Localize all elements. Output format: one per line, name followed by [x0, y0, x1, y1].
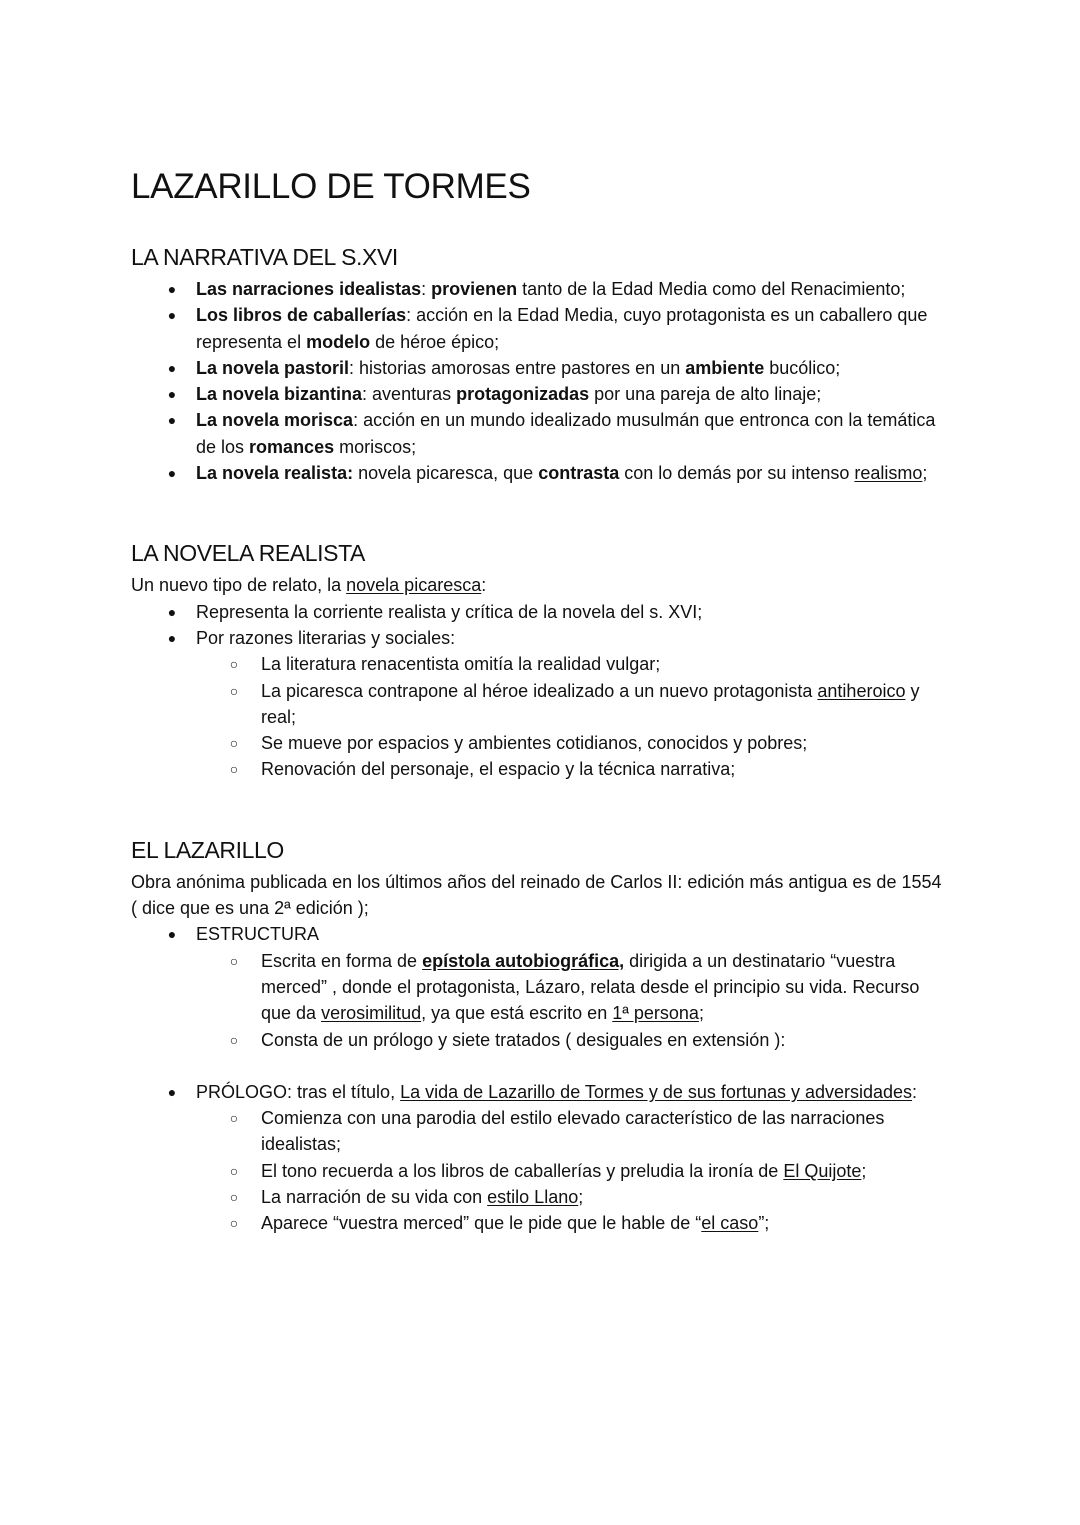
- hollow-bullet-icon: ○: [229, 761, 239, 778]
- underlined-term: el caso: [701, 1213, 759, 1234]
- bold-term: Las narraciones idealistas: [196, 279, 422, 299]
- sub-list-item: [229, 1027, 951, 1053]
- text: : acción en la Edad Media, cuyo protagonista es un caballero que representa el: [196, 305, 928, 352]
- bold-term: romances: [249, 436, 335, 457]
- text: :: [912, 1081, 918, 1102]
- sub-list-item: [229, 678, 951, 731]
- sub-list-item: [229, 756, 951, 782]
- list-item: [167, 302, 951, 355]
- text: ;: [578, 1187, 584, 1208]
- text: Consta de un prólogo y siete tratados ( desiguales en extensión ):: [261, 1029, 786, 1050]
- document-title: LAZARILLO DE TORMES: [131, 167, 531, 206]
- prologo-list: [131, 1079, 951, 1237]
- text: dirigida a un destinatario “vuestra merced” , donde el protagonista, Lázaro, relata desde el principio su vida. Recurso que da: [261, 950, 920, 1024]
- text: : acción en un mundo idealizado musulmán que entronca con la temática de los: [196, 410, 936, 457]
- text: La narración de su vida con: [261, 1187, 488, 1208]
- text: :: [481, 575, 487, 596]
- bold-term: La novela bizantina: [196, 384, 363, 405]
- text: Un nuevo tipo de relato, la: [131, 575, 347, 596]
- sub-list-item: [229, 1105, 951, 1158]
- spacer: [131, 783, 951, 835]
- narrativa-list: [131, 276, 951, 486]
- hollow-bullet-icon: ○: [229, 1215, 239, 1232]
- bold-term: Los libros de caballerías: [196, 305, 407, 326]
- bold-term: modelo: [306, 331, 371, 352]
- spacer: [131, 1053, 951, 1079]
- text: con lo demás por su intenso: [619, 463, 855, 484]
- hollow-bullet-icon: ○: [229, 1162, 239, 1179]
- bold-term: La novela morisca: [196, 410, 354, 431]
- bold-term: contrasta: [538, 463, 620, 484]
- bullet-icon: ●: [167, 412, 177, 429]
- text: Representa la corriente realista y crítica de la novela del s. XVI;: [196, 601, 703, 622]
- bold-term: ambiente: [685, 357, 765, 378]
- list-item: [167, 625, 951, 783]
- bullet-icon: ●: [167, 629, 177, 646]
- sub-list: [196, 1105, 951, 1236]
- text: Por razones literarias y sociales:: [196, 627, 456, 648]
- underlined-term: estilo Llano: [487, 1187, 579, 1208]
- text: tanto de la Edad Media como del Renacimiento;: [517, 279, 906, 299]
- section-heading-el-lazarillo: EL LAZARILLO: [131, 836, 284, 863]
- sub-list-item: [229, 1210, 951, 1236]
- text: ;: [922, 463, 928, 484]
- text: de héroe épico;: [370, 331, 500, 352]
- sub-list-item: [229, 1158, 951, 1184]
- bullet-icon: ●: [167, 926, 177, 943]
- underlined-term: 1ª persona: [612, 1003, 699, 1024]
- text: Renovación del personaje, el espacio y la técnica narrativa;: [261, 759, 736, 780]
- section-heading-novela-realista: LA NOVELA REALISTA: [131, 540, 365, 567]
- underlined-term: realismo: [854, 463, 923, 484]
- text: y real;: [261, 680, 920, 727]
- hollow-bullet-icon: ○: [229, 682, 239, 699]
- sub-list-item: [229, 651, 951, 677]
- underlined-term: La vida de Lazarillo de Tormes y de sus fortunas y adversidades: [400, 1081, 913, 1102]
- bullet-icon: ●: [167, 307, 177, 324]
- text: ;: [698, 1003, 704, 1024]
- text: por una pareja de alto linaje;: [589, 384, 822, 405]
- text: bucólico;: [764, 357, 841, 378]
- hollow-bullet-icon: ○: [229, 735, 239, 752]
- hollow-bullet-icon: ○: [229, 952, 239, 969]
- bullet-icon: ●: [167, 281, 177, 297]
- text: El tono recuerda a los libros de caballerías y preludia la ironía de: [261, 1160, 784, 1181]
- underlined-term: El Quijote: [783, 1160, 862, 1181]
- list-item: [167, 599, 951, 625]
- hollow-bullet-icon: ○: [229, 656, 239, 673]
- bullet-icon: ●: [167, 359, 177, 376]
- document-page: [131, 165, 951, 1237]
- underlined-term: antiheroico: [817, 680, 906, 701]
- list-item: [167, 407, 951, 460]
- text: Escrita en forma de: [261, 950, 423, 971]
- sub-list-item: [229, 948, 951, 1027]
- text: ;: [861, 1160, 867, 1181]
- text: : historias amorosas entre pastores en un: [349, 357, 686, 378]
- text: ”;: [758, 1213, 770, 1234]
- list-item-prologo: [167, 1079, 951, 1237]
- list-item: [167, 355, 951, 381]
- hollow-bullet-icon: ○: [229, 1031, 239, 1048]
- text: ESTRUCTURA: [196, 924, 320, 945]
- bullet-icon: ●: [167, 603, 177, 620]
- novela-realista-list: [131, 599, 951, 783]
- section-heading-narrativa: LA NARRATIVA DEL S.XVI: [131, 244, 398, 270]
- text: novela picaresca, que: [353, 463, 539, 484]
- bullet-icon: ●: [167, 465, 177, 482]
- text: :: [421, 279, 432, 299]
- bullet-icon: ●: [167, 1083, 177, 1100]
- text: PRÓLOGO: tras el título,: [196, 1081, 401, 1102]
- sub-list-item: [229, 730, 951, 756]
- list-item: [167, 276, 951, 302]
- paragraph: Obra anónima publicada en los últimos años del reinado de Carlos II: edición más antigua es de 1554 ( dice que es una 2ª edición );: [131, 871, 942, 919]
- bold-term: protagonizadas: [456, 384, 590, 405]
- sub-list: [196, 651, 951, 782]
- bold-term: provienen: [431, 279, 518, 299]
- sub-list-item: [229, 1184, 951, 1210]
- text: Se mueve por espacios y ambientes cotidianos, conocidos y pobres;: [261, 733, 808, 754]
- hollow-bullet-icon: ○: [229, 1110, 239, 1127]
- spacer: [131, 486, 951, 538]
- text: Comienza con una parodia del estilo elevado característico de las narraciones idealistas;: [261, 1108, 885, 1155]
- hollow-bullet-icon: ○: [229, 1189, 239, 1206]
- bullet-icon: ●: [167, 386, 177, 403]
- bold-term: La novela realista:: [196, 463, 354, 484]
- list-item-estructura: [167, 921, 951, 1052]
- paragraph: [131, 572, 951, 598]
- underlined-term: verosimilitud: [321, 1003, 422, 1024]
- underlined-term: novela picaresca: [346, 575, 482, 596]
- text: La literatura renacentista omitía la realidad vulgar;: [261, 654, 661, 675]
- sub-list: [196, 948, 951, 1053]
- lazarillo-list: [131, 921, 951, 1052]
- list-item: [167, 381, 951, 407]
- list-item: [167, 460, 951, 486]
- text: : aventuras: [362, 384, 457, 405]
- text: La picaresca contrapone al héroe idealizado a un nuevo protagonista: [261, 680, 818, 701]
- text: , ya que está escrito en: [421, 1003, 613, 1024]
- bold-underlined-term: epístola autobiográfica,: [422, 950, 625, 971]
- bold-term: La novela pastoril: [196, 357, 350, 378]
- text: Aparece “vuestra merced” que le pide que le hable de “: [261, 1213, 702, 1234]
- text: moriscos;: [334, 436, 417, 457]
